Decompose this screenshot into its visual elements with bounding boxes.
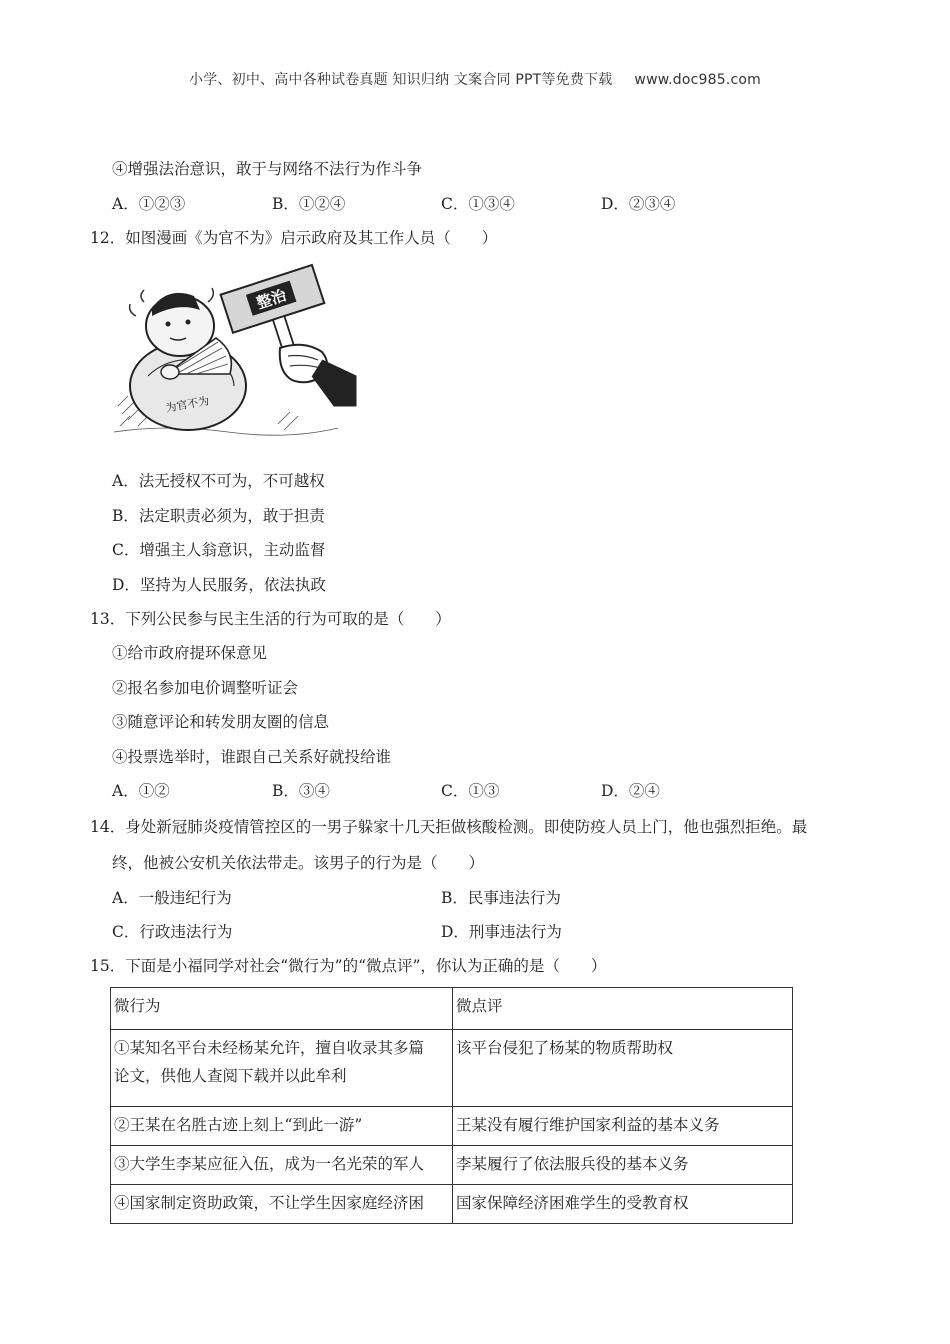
q11-option-d[interactable]: D．②③④ <box>601 195 676 213</box>
table-header-row <box>111 988 793 1030</box>
hammer-label: 整治 <box>254 285 289 313</box>
q14-stem-line-2: 终，他被公安机关依法带走。该男子的行为是（ ） <box>112 854 485 872</box>
q13-item-4: ④投票选举时，谁跟自己关系好就投给谁 <box>112 748 392 766</box>
table-cell-behavior: ④国家制定资助政策，不让学生因家庭经济困 <box>111 1185 453 1224</box>
q13-option-c[interactable]: C．①③ <box>441 782 500 800</box>
q12-option-b[interactable]: B．法定职责必须为，敢于担责 <box>112 507 325 525</box>
q11-option-a[interactable]: A．①②③ <box>112 195 186 213</box>
q13-stem: 13．下列公民参与民主生活的行为可取的是（ ） <box>90 610 451 628</box>
header-site: www.doc985.com <box>634 72 761 88</box>
table-cell-behavior: ③大学生李某应征入伍，成为一名光荣的军人 <box>111 1146 453 1185</box>
q14-stem-line-1: 14．身处新冠肺炎疫情管控区的一男子躲家十几天拒做核酸检测。即使防疫人员上门，他也强烈拒绝。最 <box>90 818 808 836</box>
q12-stem: 12．如图漫画《为官不为》启示政府及其工作人员（ ） <box>90 229 498 247</box>
table-row <box>111 1185 793 1224</box>
header-text: 小学、初中、高中各种试卷真题 知识归纳 文案合同 PPT等免费下载 <box>189 72 613 88</box>
q15-table <box>110 987 793 1224</box>
q11-item-4: ④增强法治意识，敢于与网络不法行为作斗争 <box>112 160 423 178</box>
q14-option-b[interactable]: B．民事违法行为 <box>441 889 561 907</box>
table-cell-comment: 李某履行了依法服兵役的基本义务 <box>453 1146 793 1185</box>
table-row <box>111 1107 793 1146</box>
q15-stem: 15．下面是小福同学对社会“微行为”的“微点评”，你认为正确的是（ ） <box>90 957 607 975</box>
q13-option-b[interactable]: B．③④ <box>272 782 330 800</box>
q11-option-c[interactable]: C．①③④ <box>441 195 515 213</box>
table-cell-comment: 王某没有履行维护国家利益的基本义务 <box>453 1107 793 1146</box>
fist <box>280 345 356 406</box>
q13-option-d[interactable]: D．②④ <box>601 782 660 800</box>
q14-option-d[interactable]: D．刑事违法行为 <box>441 923 562 941</box>
q13-item-1: ①给市政府提环保意见 <box>112 644 268 662</box>
table-row <box>111 1146 793 1185</box>
q12-option-d[interactable]: D．坚持为人民服务，依法执政 <box>112 576 326 594</box>
figure-label: 为官不为 <box>164 394 211 415</box>
q13-item-2: ②报名参加电价调整听证会 <box>112 679 299 697</box>
table-header-behavior: 微行为 <box>111 988 453 1030</box>
table-row <box>111 1030 793 1107</box>
q13-option-a[interactable]: A．①② <box>112 782 170 800</box>
table-cell-behavior: ②王某在名胜古迹上刻上“到此一游” <box>111 1107 453 1146</box>
q13-item-3: ③随意评论和转发朋友圈的信息 <box>112 713 330 731</box>
table-header-comment: 微点评 <box>453 988 793 1030</box>
q12-option-a[interactable]: A．法无授权不可为，不可越权 <box>112 472 325 490</box>
q14-option-c[interactable]: C．行政违法行为 <box>112 923 233 941</box>
q12-option-c[interactable]: C．增强主人翁意识，主动监督 <box>112 541 326 559</box>
table-cell-comment: 该平台侵犯了杨某的物质帮助权 <box>453 1030 793 1107</box>
table-cell-behavior: ①某知名平台未经杨某允许，擅自收录其多篇 论文，供他人查阅下载并以此牟利 <box>111 1030 453 1107</box>
table-cell-comment: 国家保障经济困难学生的受教育权 <box>453 1185 793 1224</box>
q11-option-b[interactable]: B．①②④ <box>272 195 346 213</box>
cartoon-illustration <box>108 256 360 438</box>
q14-option-a[interactable]: A．一般违纪行为 <box>112 889 232 907</box>
page-header <box>0 69 950 89</box>
